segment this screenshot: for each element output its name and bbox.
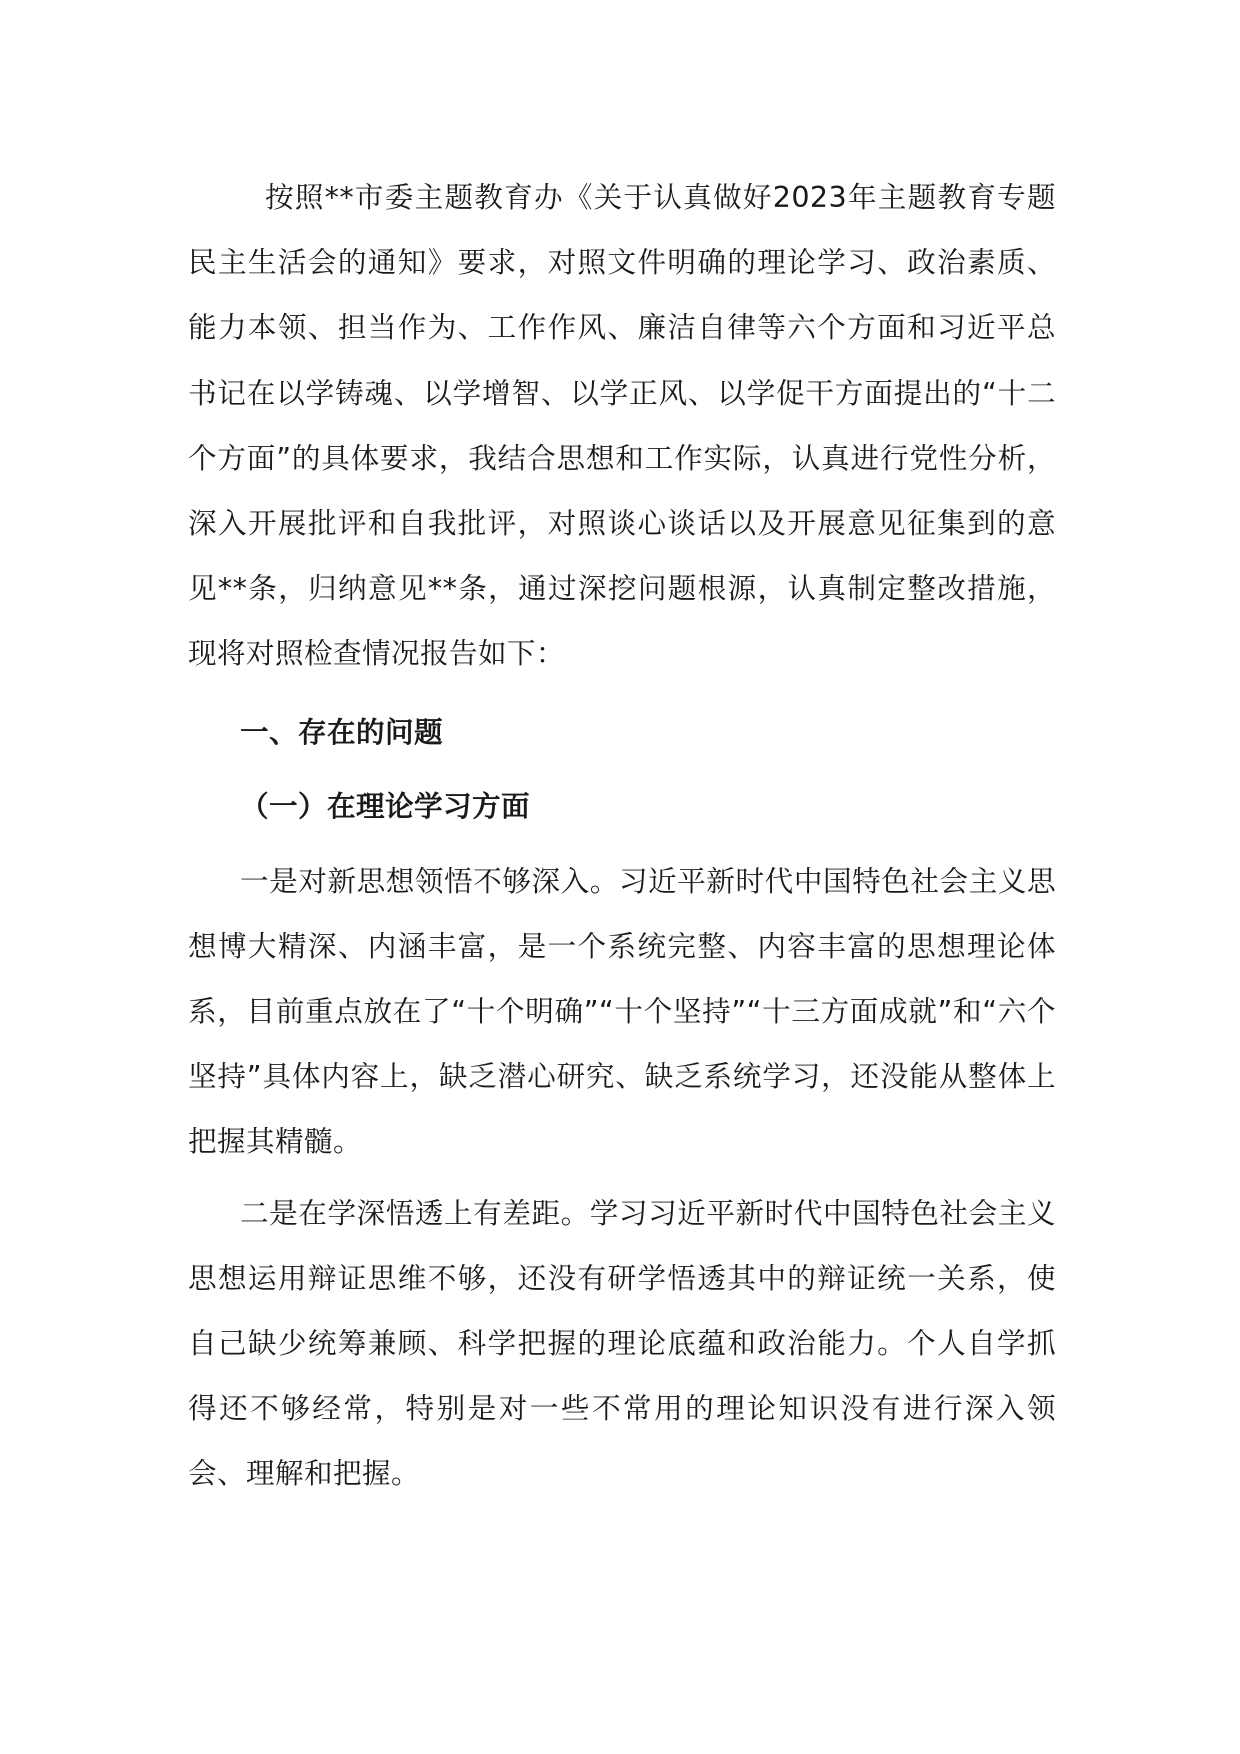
body-paragraph-1: 一是对新思想领悟不够深入。习近平新时代中国特色社会主义思想博大精深、内涵丰富，是一个系统完整、内容丰富的思想理论体系，目前重点放在了“十个明确”“十个坚持”“十三方面成就”和“六个坚持”具体内容上，缺乏潜心研究、缺乏系统学习，还没能从整体上把握其精髓。 — [188, 863, 1056, 1159]
body-paragraph-2: 二是在学深悟透上有差距。学习习近平新时代中国特色社会主义思想运用辩证思维不够，还没有研学悟透其中的辩证统一关系，使自己缺少统筹兼顾、科学把握的理论底蕴和政治能力。个人自学抓得还不够经常，特别是对一些不常用的理论知识没有进行深入领会、理解和把握。 — [188, 1195, 1056, 1491]
spacer — [188, 687, 1056, 693]
subsection-heading: （一）在理论学习方面 — [240, 788, 530, 823]
section-heading: 一、存在的问题 — [240, 714, 443, 749]
intro-paragraph: 按照**市委主题教育办《关于认真做好2023年主题教育专题民主生活会的通知》要求，对照文件明确的理论学习、政治素质、能力本领、担当作为、工作作风、廉洁自律等六个方面和习近平总书记在以学铸魂、以学增智、以学正风、以学促干方面提出的“十二个方面”的具体要求，我结合思想和工作实际，认真进行党性分析，深入开展批评和自我批评，对照谈心谈话以及开展意见征集到的意见**条，归纳意见**条，通过深挖问题根源，认真制定整改措施，现将对照检查情况报告如下： — [188, 180, 1056, 671]
document-body — [188, 165, 1056, 1507]
